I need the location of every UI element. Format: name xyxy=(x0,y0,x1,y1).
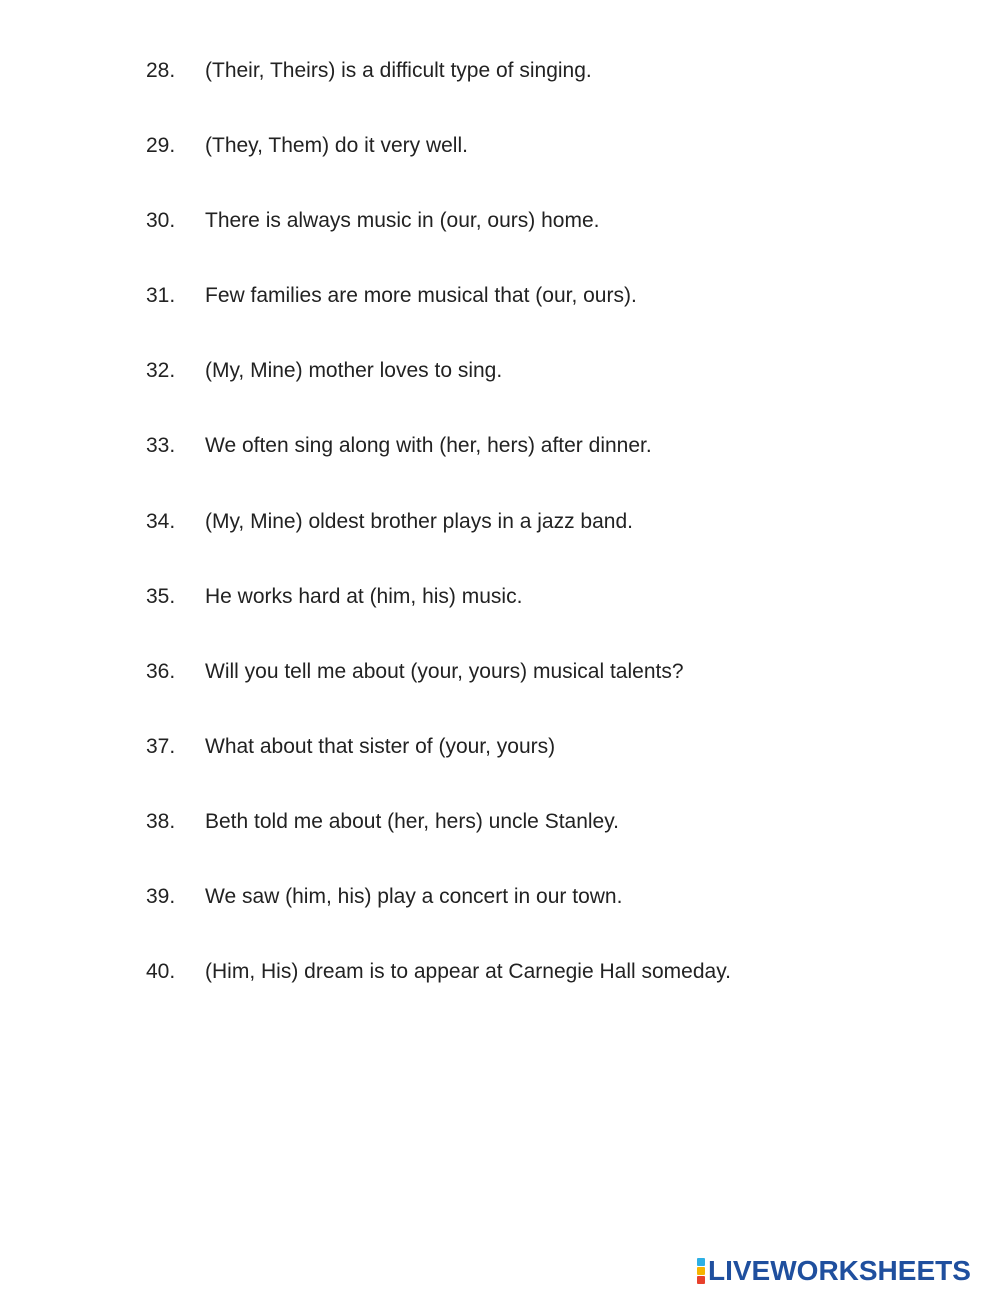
question-item xyxy=(146,882,731,957)
question-number: 36. xyxy=(146,659,176,683)
question-text: (They, Them) do it very well. xyxy=(205,134,468,158)
question-text: There is always music in (our, ours) home. xyxy=(205,209,600,233)
question-item xyxy=(146,657,731,732)
liveworksheets-logo-icon xyxy=(697,1258,705,1284)
question-number: 32. xyxy=(146,359,176,383)
question-number: 33. xyxy=(146,434,176,458)
question-number: 29. xyxy=(146,134,176,158)
question-number: 34. xyxy=(146,509,176,533)
question-text: He works hard at (him, his) music. xyxy=(205,584,523,608)
question-item xyxy=(146,807,731,882)
question-item xyxy=(146,206,731,281)
question-number: 37. xyxy=(146,734,176,758)
question-text: (My, Mine) mother loves to sing. xyxy=(205,359,503,383)
question-text: What about that sister of (your, yours) xyxy=(205,734,556,758)
logo-text: LIVEWORKSHEETS xyxy=(708,1255,971,1286)
question-number: 40. xyxy=(146,960,176,984)
question-item xyxy=(146,431,731,506)
logo-square-blue xyxy=(697,1258,705,1266)
question-item xyxy=(146,582,731,657)
question-number: 35. xyxy=(146,584,176,608)
question-text: We often sing along with (her, hers) after dinner. xyxy=(205,434,652,458)
question-text: (My, Mine) oldest brother plays in a jazz band. xyxy=(205,509,633,533)
logo-square-yellow xyxy=(697,1267,705,1275)
question-list xyxy=(146,56,731,1032)
question-item xyxy=(146,732,731,807)
question-number: 30. xyxy=(146,209,176,233)
question-text: We saw (him, his) play a concert in our town. xyxy=(205,885,623,909)
question-text: Beth told me about (her, hers) uncle Stanley. xyxy=(205,809,620,833)
question-item xyxy=(146,131,731,206)
question-text: Few families are more musical that (our, ours). xyxy=(205,284,637,308)
liveworksheets-logo xyxy=(697,1256,971,1286)
question-item xyxy=(146,957,731,1032)
logo-square-red xyxy=(697,1276,705,1284)
question-item xyxy=(146,56,731,131)
question-item xyxy=(146,281,731,356)
question-number: 28. xyxy=(146,59,176,82)
question-text: (Their, Theirs) is a difficult type of singing. xyxy=(205,59,592,82)
question-number: 39. xyxy=(146,885,176,909)
question-text: (Him, His) dream is to appear at Carnegie Hall someday. xyxy=(205,960,731,984)
question-number: 38. xyxy=(146,809,176,833)
question-number: 31. xyxy=(146,284,176,308)
question-item xyxy=(146,507,731,582)
question-text: Will you tell me about (your, yours) musical talents? xyxy=(205,659,684,683)
question-item xyxy=(146,356,731,431)
